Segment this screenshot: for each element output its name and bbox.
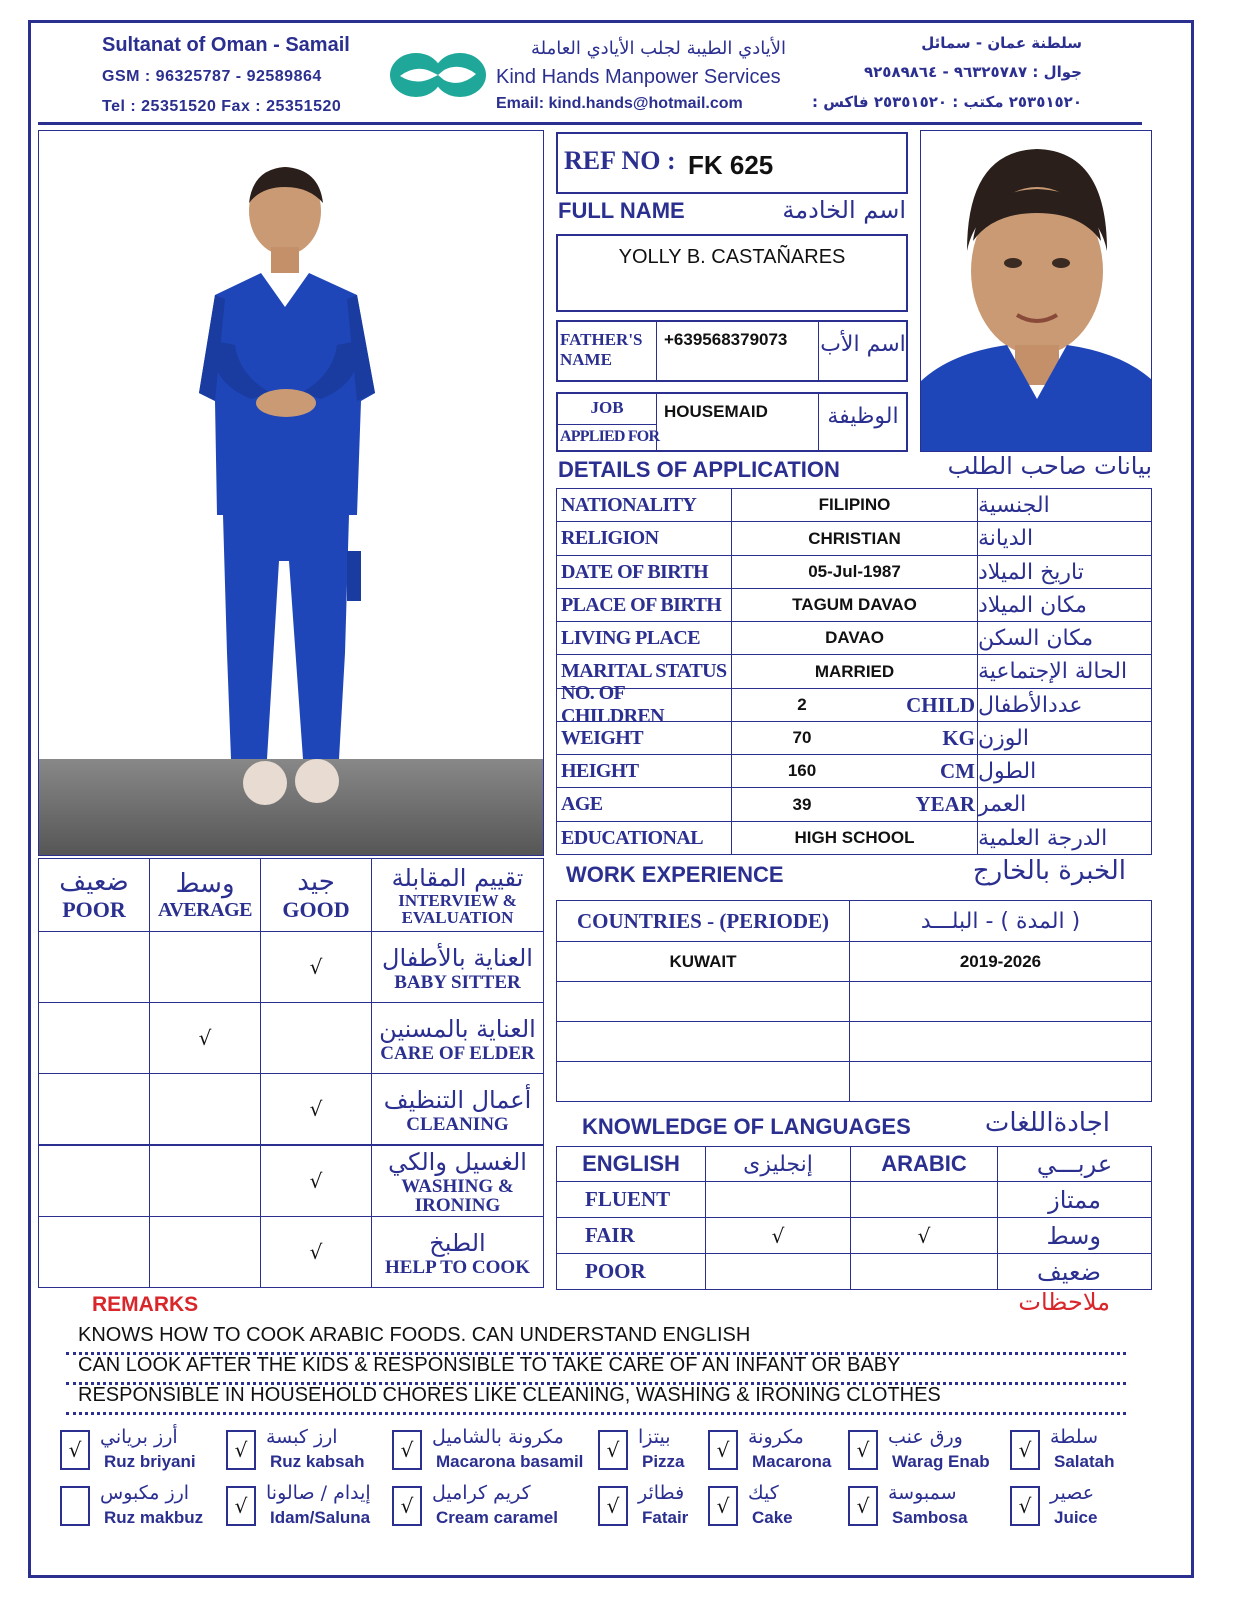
details-row-value: HIGH SCHOOL [731,821,978,855]
details-row-label-en: AGE [556,787,732,822]
foods-grid [60,1420,1160,1560]
check-mark-icon: √ [309,1169,323,1193]
languages-table [556,1146,1152,1288]
food-label-en: Pizza [642,1452,685,1471]
food-label-en: Macarona basamil [436,1452,584,1471]
work-row-country [556,1061,850,1102]
eval-skill-en: CLEANING [406,1113,509,1135]
lang-arabic-level: √ [850,1217,998,1254]
lang-level-ar: ضعيف [997,1253,1152,1290]
details-row-label-ar: الجنسية [977,488,1152,522]
food-label-en: Sambosa [892,1508,968,1527]
food-label-ar: ورق عنب [888,1426,963,1448]
full-name-value: YOLLY B. CASTAÑARES [618,246,846,268]
full-body-photo [38,130,544,856]
details-row-label-en: MARITAL STATUS [556,654,732,689]
details-row-number: 70 [792,728,812,747]
hands-logo-icon [388,50,488,100]
details-row-value: 05-Jul-1987 [731,555,978,589]
lang-arabic-ar: عربـــي [997,1146,1152,1182]
food-label-ar: فطائر [638,1482,685,1504]
lang-english-en: ENGLISH [556,1146,706,1182]
check-mark-icon: √ [198,1026,212,1050]
work-row-country [556,981,850,1022]
food-label-ar: سمبوسة [888,1482,957,1504]
ref-value: FK 625 [688,150,774,180]
food-checkbox[interactable]: √ [708,1486,738,1526]
header-gsm-en: GSM : 96325787 - 92589864 [102,68,322,85]
details-row-label-en: DATE OF BIRTH [556,555,732,589]
details-row-value [731,754,978,788]
full-name-box [556,234,908,312]
food-checkbox[interactable]: √ [392,1486,422,1526]
eval-cell-poor [38,1073,150,1145]
job-label-en-2: APPLIED FOR [560,428,660,445]
eval-header-good [260,858,372,932]
details-row-value [731,688,978,722]
lang-level-en: FAIR [556,1217,706,1254]
work-row-period: 2019-2026 [849,941,1152,982]
work-row-period [849,981,1152,1022]
check-mark-icon: √ [309,1240,323,1264]
eval-header-interview-ar: تقييم المقابلة [391,864,524,892]
food-label-en: Cake [752,1508,793,1527]
work-col-ar: ( المدة ) - البلـــد [849,900,1152,942]
food-checkbox[interactable]: √ [1010,1430,1040,1470]
lang-english-level [705,1181,851,1218]
food-label-ar: ارز كبسة [266,1426,338,1448]
work-row-country: KUWAIT [556,941,850,982]
header-gsm-ar: جوال : ٩٦٣٢٥٧٨٧ - ٩٢٥٨٩٨٦٤ [864,63,1082,81]
eval-cell-poor [38,1216,150,1288]
remarks-label-en: REMARKS [92,1293,199,1316]
eval-header-poor-en: POOR [62,897,126,922]
food-checkbox[interactable]: √ [226,1430,256,1470]
food-checkbox[interactable]: √ [598,1430,628,1470]
details-title-ar: بيانات صاحب الطلب [947,452,1152,480]
eval-header-avg-ar: وسط [175,868,235,899]
eval-header-interview-en: INTERVIEW & EVALUATION [398,891,517,927]
full-name-label-en: FULL NAME [558,198,685,223]
work-row-period [849,1061,1152,1102]
lang-arabic-en: ARABIC [850,1146,998,1182]
food-label-ar: عصير [1050,1482,1095,1504]
details-row-label-en: NATIONALITY [556,488,732,522]
food-label-en: Salatah [1054,1452,1115,1471]
lang-arabic-level [850,1253,998,1290]
details-row-label-ar: عددالأطفال [977,688,1152,722]
food-label-en: Fatair [642,1508,689,1527]
details-row-label-ar: الديانة [977,521,1152,556]
food-label-en: Warag Enab [892,1452,990,1471]
details-row-label-en: RELIGION [556,521,732,556]
details-row-unit: KG [942,725,975,750]
eval-cell-good [260,931,372,1003]
details-row-label-ar: العمر [977,787,1152,822]
food-checkbox[interactable]: √ [226,1486,256,1526]
details-row-value [731,721,978,755]
details-row-number: 160 [787,761,817,780]
portrait-photo [920,130,1152,452]
food-label-en: Ruz briyani [104,1452,196,1471]
eval-cell-poor [38,1002,150,1074]
work-col-en: COUNTRIES - (PERIODE) [556,900,850,942]
details-row-label-ar: مكان السكن [977,621,1152,655]
eval-cell-average [149,1216,261,1288]
details-row-label-en: LIVING PLACE [556,621,732,655]
job-label-en-1: JOB [590,398,624,417]
food-checkbox[interactable]: √ [848,1430,878,1470]
details-row-value: MARRIED [731,654,978,689]
header-company-ar: الأيادي الطيبة لجلب الأيادي العاملة [530,38,786,59]
ref-box [556,132,908,194]
food-checkbox[interactable]: √ [708,1430,738,1470]
details-row-label-ar: الدرجة العلمية [977,821,1152,855]
father-label-ar: اسم الأب [820,332,906,357]
details-row-value: DAVAO [731,621,978,655]
details-row-value: TAGUM DAVAO [731,588,978,622]
evaluation-table [38,858,544,1288]
details-row-label-ar: الحالة الإجتماعية [977,654,1152,689]
food-checkbox[interactable]: √ [60,1430,90,1470]
food-label-en: Cream caramel [436,1508,558,1527]
ref-label: REF NO : [564,146,676,175]
eval-skill-ar: العناية بالأطفال [382,943,533,972]
food-label-ar: أرز برياني [100,1426,178,1448]
remarks-line-2: CAN LOOK AFTER THE KIDS & RESPONSIBLE TO TAKE CARE OF AN INFANT OR BABY [78,1354,901,1376]
details-row-value [731,787,978,822]
lang-level-ar: وسط [997,1217,1152,1254]
eval-cell-poor [38,931,150,1003]
food-label-en: Juice [1054,1508,1098,1527]
food-label-en: Ruz makbuz [104,1508,204,1527]
eval-cell-good [260,1002,372,1074]
eval-skill-ar: الطبخ [429,1228,486,1257]
father-label-en-1: FATHER'S [560,330,643,349]
remarks-label-ar: ملاحظات [1018,1288,1110,1316]
details-row-number: 39 [792,794,812,814]
lang-english-ar: إنجليزى [705,1146,851,1182]
header-location-en: Sultanat of Oman - Samail [102,34,350,56]
header-tel-en: Tel : 25351520 Fax : 25351520 [102,98,342,115]
details-row-label-en: PLACE OF BIRTH [556,588,732,622]
lang-english-level [705,1253,851,1290]
eval-header-good-en: GOOD [282,897,350,922]
remarks-line-3: RESPONSIBLE IN HOUSEHOLD CHORES LIKE CLEANING, WASHING & IRONING CLOTHES [78,1384,941,1406]
food-label-ar: مكرونة بالشاميل [432,1426,564,1448]
lang-level-ar: ممتاز [997,1181,1152,1218]
food-label-ar: كريم كراميل [432,1482,531,1504]
work-title-ar: الخبرة بالخارج [972,856,1126,886]
languages-title-ar: اجادةاللغات [984,1108,1110,1138]
details-row-unit: YEAR [915,792,975,816]
header-tel-ar: ٢٥٣٥١٥٢٠ مكتب : ٢٥٣٥١٥٢٠ فاكس : [811,93,1082,111]
work-row-period [849,1021,1152,1062]
food-checkbox[interactable]: √ [848,1486,878,1526]
details-row-value: CHRISTIAN [731,521,978,556]
father-label-en-2: NAME [560,350,612,369]
food-label-en: Ruz kabsah [270,1452,365,1471]
eval-header-poor-ar: ضعيف [59,867,129,897]
remarks-line-1: KNOWS HOW TO COOK ARABIC FOODS. CAN UNDERSTAND ENGLISH [78,1324,751,1346]
work-experience-table [556,900,1152,1104]
food-label-en: Macarona [752,1452,832,1471]
details-row-label-en: WEIGHT [556,721,732,755]
eval-cell-average [149,1145,261,1217]
eval-header-avg-en: AVERAGE [158,898,252,921]
details-row-label-ar: الطول [977,754,1152,788]
details-row-label-en: HEIGHT [556,754,732,788]
eval-cell-average [149,1002,261,1074]
details-row-unit: CM [940,758,975,783]
lang-level-en: FLUENT [556,1181,706,1218]
food-label-ar: مكرونة [748,1426,804,1448]
eval-header-interview [371,858,544,932]
eval-skill-en: CARE OF ELDER [380,1042,535,1064]
details-row-unit: CHILD [906,692,975,717]
eval-skill-en: BABY SITTER [394,971,521,993]
eval-skill-ar: العناية بالمسنين [379,1014,536,1043]
header-divider [38,122,1142,125]
work-row-country [556,1021,850,1062]
details-row-number: 2 [797,695,807,714]
food-label-ar: بيتزا [638,1426,671,1448]
eval-header-good-ar: جيد [297,867,335,897]
food-label-ar: إيدام / صالونا [266,1482,371,1504]
details-row-label-ar: الوزن [977,721,1152,755]
eval-skill-label [371,1073,544,1145]
eval-cell-average [149,1073,261,1145]
details-table [556,488,1152,854]
check-mark-icon: √ [309,1097,323,1121]
eval-cell-good [260,1145,372,1217]
eval-skill-ar: أعمال التنظيف [383,1085,532,1114]
full-name-label-ar: اسم الخادمة [782,196,906,224]
languages-title-en: KNOWLEDGE OF LANGUAGES [582,1114,911,1139]
header-email: Email: kind.hands@hotmail.com [496,95,743,112]
eval-header-average [149,858,261,932]
details-row-value: FILIPINO [731,488,978,522]
eval-cell-good [260,1073,372,1145]
eval-skill-en: HELP TO COOK [384,1256,530,1278]
eval-cell-poor [38,1145,150,1217]
food-checkbox[interactable]: √ [392,1430,422,1470]
eval-header-poor [38,858,150,932]
details-row-label-en: EDUCATIONAL [556,821,732,855]
job-label-ar: الوظيفة [827,404,899,429]
job-box [556,392,908,452]
eval-cell-good [260,1216,372,1288]
food-checkbox[interactable]: √ [1010,1486,1040,1526]
eval-cell-average [149,931,261,1003]
details-row-label-en: NO. OF CHILDREN [556,688,732,722]
check-mark-icon: √ [309,955,323,979]
food-label-en: Idam/Saluna [270,1508,371,1527]
father-box [556,320,908,382]
header-company-en: Kind Hands Manpower Services [496,66,781,88]
father-value: +639568379073 [664,330,788,349]
eval-skill-ar: الغسيل والكي [388,1148,527,1176]
details-row-label-ar: تاريخ الميلاد [977,555,1152,589]
eval-skill-label [371,1002,544,1074]
details-row-label-ar: مكان الميلاد [977,588,1152,622]
details-title-en: DETAILS OF APPLICATION [558,457,840,482]
food-checkbox[interactable]: √ [598,1486,628,1526]
eval-skill-label [371,1145,544,1217]
food-label-ar: ارز مكبوس [100,1482,190,1504]
eval-skill-en: WASHING & IRONING [401,1176,514,1216]
eval-skill-label [371,931,544,1003]
food-label-ar: كيك [748,1482,779,1504]
job-value: HOUSEMAID [664,402,768,421]
eval-skill-label [371,1216,544,1288]
food-label-ar: سلطة [1050,1426,1098,1448]
lang-english-level: √ [705,1217,851,1254]
food-checkbox[interactable] [60,1486,90,1526]
header-location-ar: سلطنة عمان - سمائل [921,34,1082,52]
work-title-en: WORK EXPERIENCE [566,862,784,887]
lang-level-en: POOR [556,1253,706,1290]
lang-arabic-level [850,1181,998,1218]
